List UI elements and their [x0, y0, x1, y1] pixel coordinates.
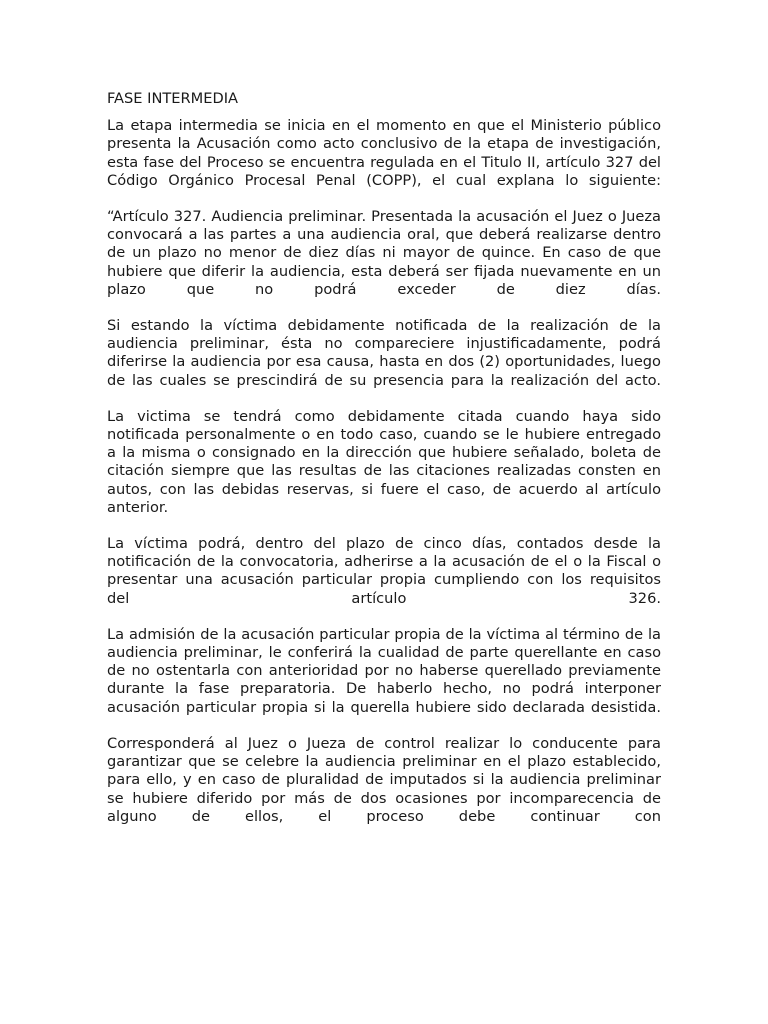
- paragraph-victim-notified: Si estando la víctima debidamente notificada de la realización de la audiencia preliminar, ésta no compareciere injustificadamente, podrá diferirse la audiencia por esa causa, hasta en dos (2) oportunidades, luego de las cuales se prescindirá de su presencia para la realización del acto.: [107, 317, 661, 389]
- section-heading: FASE INTERMEDIA: [107, 90, 238, 107]
- paragraph-victim-cited: La victima se tendrá como debidamente citada cuando haya sido notificada personalmente o en todo caso, cuando se le hubiere entregado a la misma o consignado en la dirección que hubiere señalado, boleta de citación siempre que las resultas de las citaciones realizadas consten en autos, con las debidas reservas, si fuere el caso, de acuerdo al artículo anterior.: [107, 407, 661, 516]
- paragraph-article-327: “Artículo 327. Audiencia preliminar. Presentada la acusación el Juez o Jueza convocará a las partes a una audiencia oral, que deberá realizarse dentro de un plazo no menor de diez días ni mayor de quince. En caso de que hubiere que diferir la audiencia, esta deberá ser fijada nuevamente en un plazo que no podrá exceder de diez días.: [107, 208, 661, 298]
- paragraph-judge-control: Corresponderá al Juez o Jueza de control realizar lo conducente para garantizar que se celebre la audiencia preliminar en el plazo establecido, para ello, y en caso de pluralidad de imputados si la audiencia preliminar se hubiere diferido por más de dos ocasiones por incomparecencia de alguno de ellos, el proceso debe continuar con: [107, 734, 661, 825]
- paragraph-victim-adhere: La víctima podrá, dentro del plazo de cinco días, contados desde la notificación de la convocatoria, adherirse a la acusación de el o la Fiscal o presentar una acusación particular propia cumpliendo con los requisitos del artículo 326.: [107, 535, 661, 607]
- document-body: [107, 90, 661, 826]
- paragraph-admission: La admisión de la acusación particular propia de la víctima al término de la audiencia preliminar, le conferirá la cualidad de parte querellante en caso de no ostentarla con anterioridad por no haberse querellado previamente durante la fase preparatoria. De haberlo hecho, no podrá interponer acusación particular propia si la querella hubiere sido declarada desistida.: [107, 625, 661, 716]
- paragraph-intro: La etapa intermedia se inicia en el momento en que el Ministerio público presenta la Acusación como acto conclusivo de la etapa de investigación, esta fase del Proceso se encuentra regulada en el Titulo II, artículo 327 del Código Orgánico Procesal Penal (COPP), el cual explana lo siguiente:: [107, 117, 661, 189]
